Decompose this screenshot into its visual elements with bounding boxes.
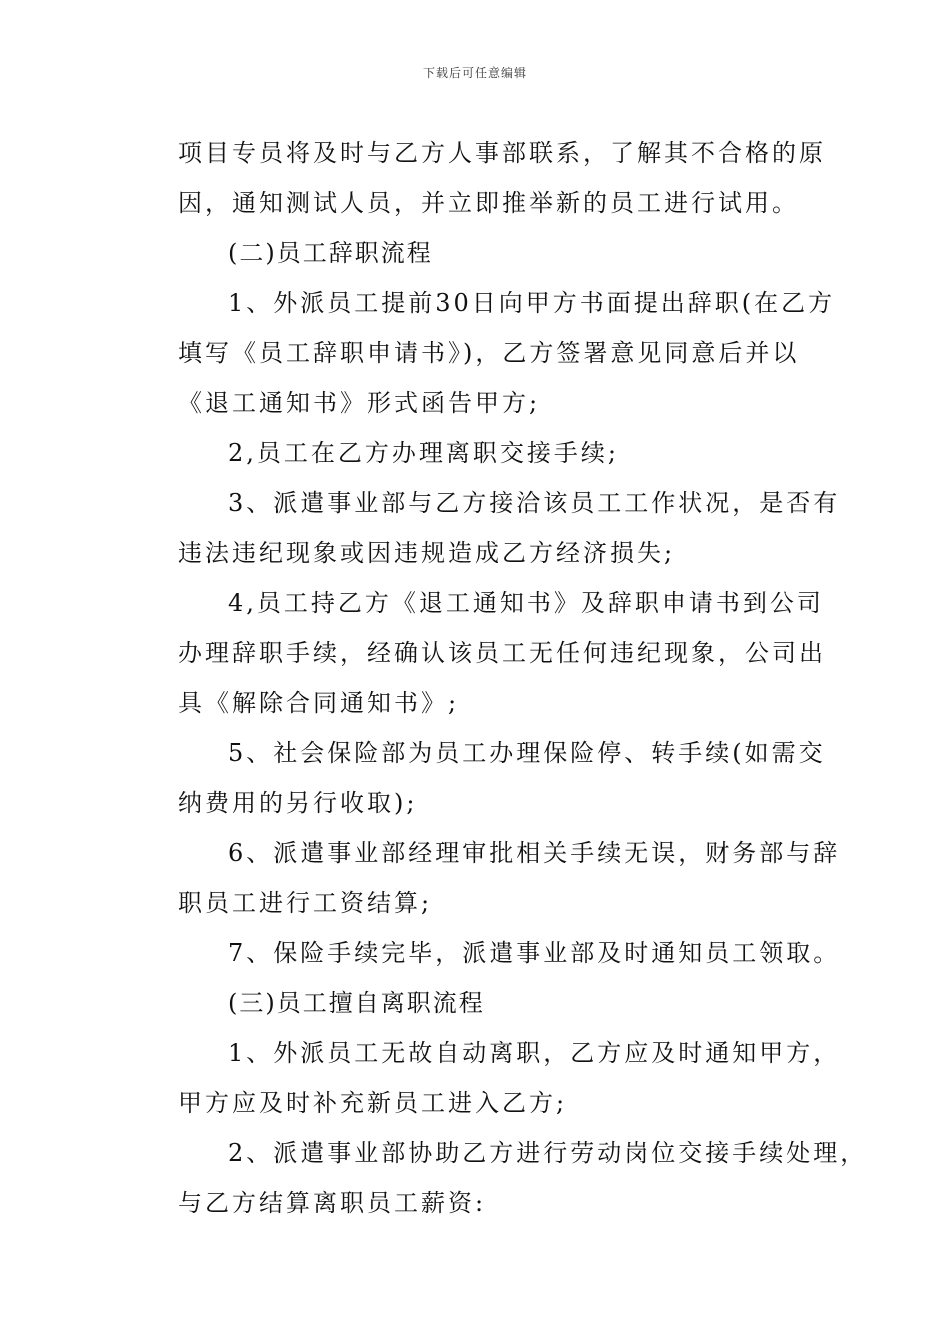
- paragraph-line: 填写《员工辞职申请书》)，乙方签署意见同意后并以: [178, 339, 800, 367]
- section-heading: (二)员工辞职流程: [228, 239, 433, 267]
- body-text: [178, 128, 868, 1228]
- header-note: 下载后可任意编辑: [422, 66, 527, 80]
- paragraph-line: 1、外派员工提前30日向甲方书面提出辞职(在乙方: [228, 289, 836, 317]
- paragraph-line: 甲方应及时补充新员工进入乙方;: [178, 1089, 568, 1117]
- section-heading: (三)员工擅自离职流程: [228, 989, 485, 1017]
- paragraph-line: 7、保险手续完毕，派遣事业部及时通知员工领取。: [228, 939, 841, 967]
- paragraph-line: 违法违纪现象或因违规造成乙方经济损失;: [178, 539, 676, 567]
- paragraph-line: 2,员工在乙方办理离职交接手续;: [228, 439, 619, 467]
- paragraph-line: 《退工通知书》形式函告甲方;: [178, 389, 541, 417]
- paragraph-line: 具《解除合同通知书》;: [178, 689, 460, 717]
- paragraph-line: 5、社会保险部为员工办理保险停、转手续(如需交: [228, 739, 826, 767]
- paragraph-line: 2、派遣事业部协助乙方进行劳动岗位交接手续处理，: [228, 1139, 868, 1167]
- paragraph-line: 1、外派员工无故自动离职，乙方应及时通知甲方，: [228, 1039, 841, 1067]
- paragraph-line: 因，通知测试人员，并立即推举新的员工进行试用。: [178, 189, 799, 217]
- paragraph-line: 4,员工持乙方《退工通知书》及辞职申请书到公司: [228, 589, 824, 617]
- paragraph-line: 项目专员将及时与乙方人事部联系，了解其不合格的原: [178, 139, 826, 167]
- paragraph-line: 3、派遣事业部与乙方接洽该员工工作状况，是否有: [228, 489, 841, 517]
- paragraph-line: 纳费用的另行收取);: [178, 789, 418, 817]
- paragraph-line: 与乙方结算离职员工薪资:: [178, 1189, 487, 1217]
- paragraph-line: 6、派遣事业部经理审批相关手续无误，财务部与辞: [228, 839, 841, 867]
- paragraph-line: 办理辞职手续，经确认该员工无任何违纪现象，公司出: [178, 639, 826, 667]
- paragraph-line: 职员工进行工资结算;: [178, 889, 433, 917]
